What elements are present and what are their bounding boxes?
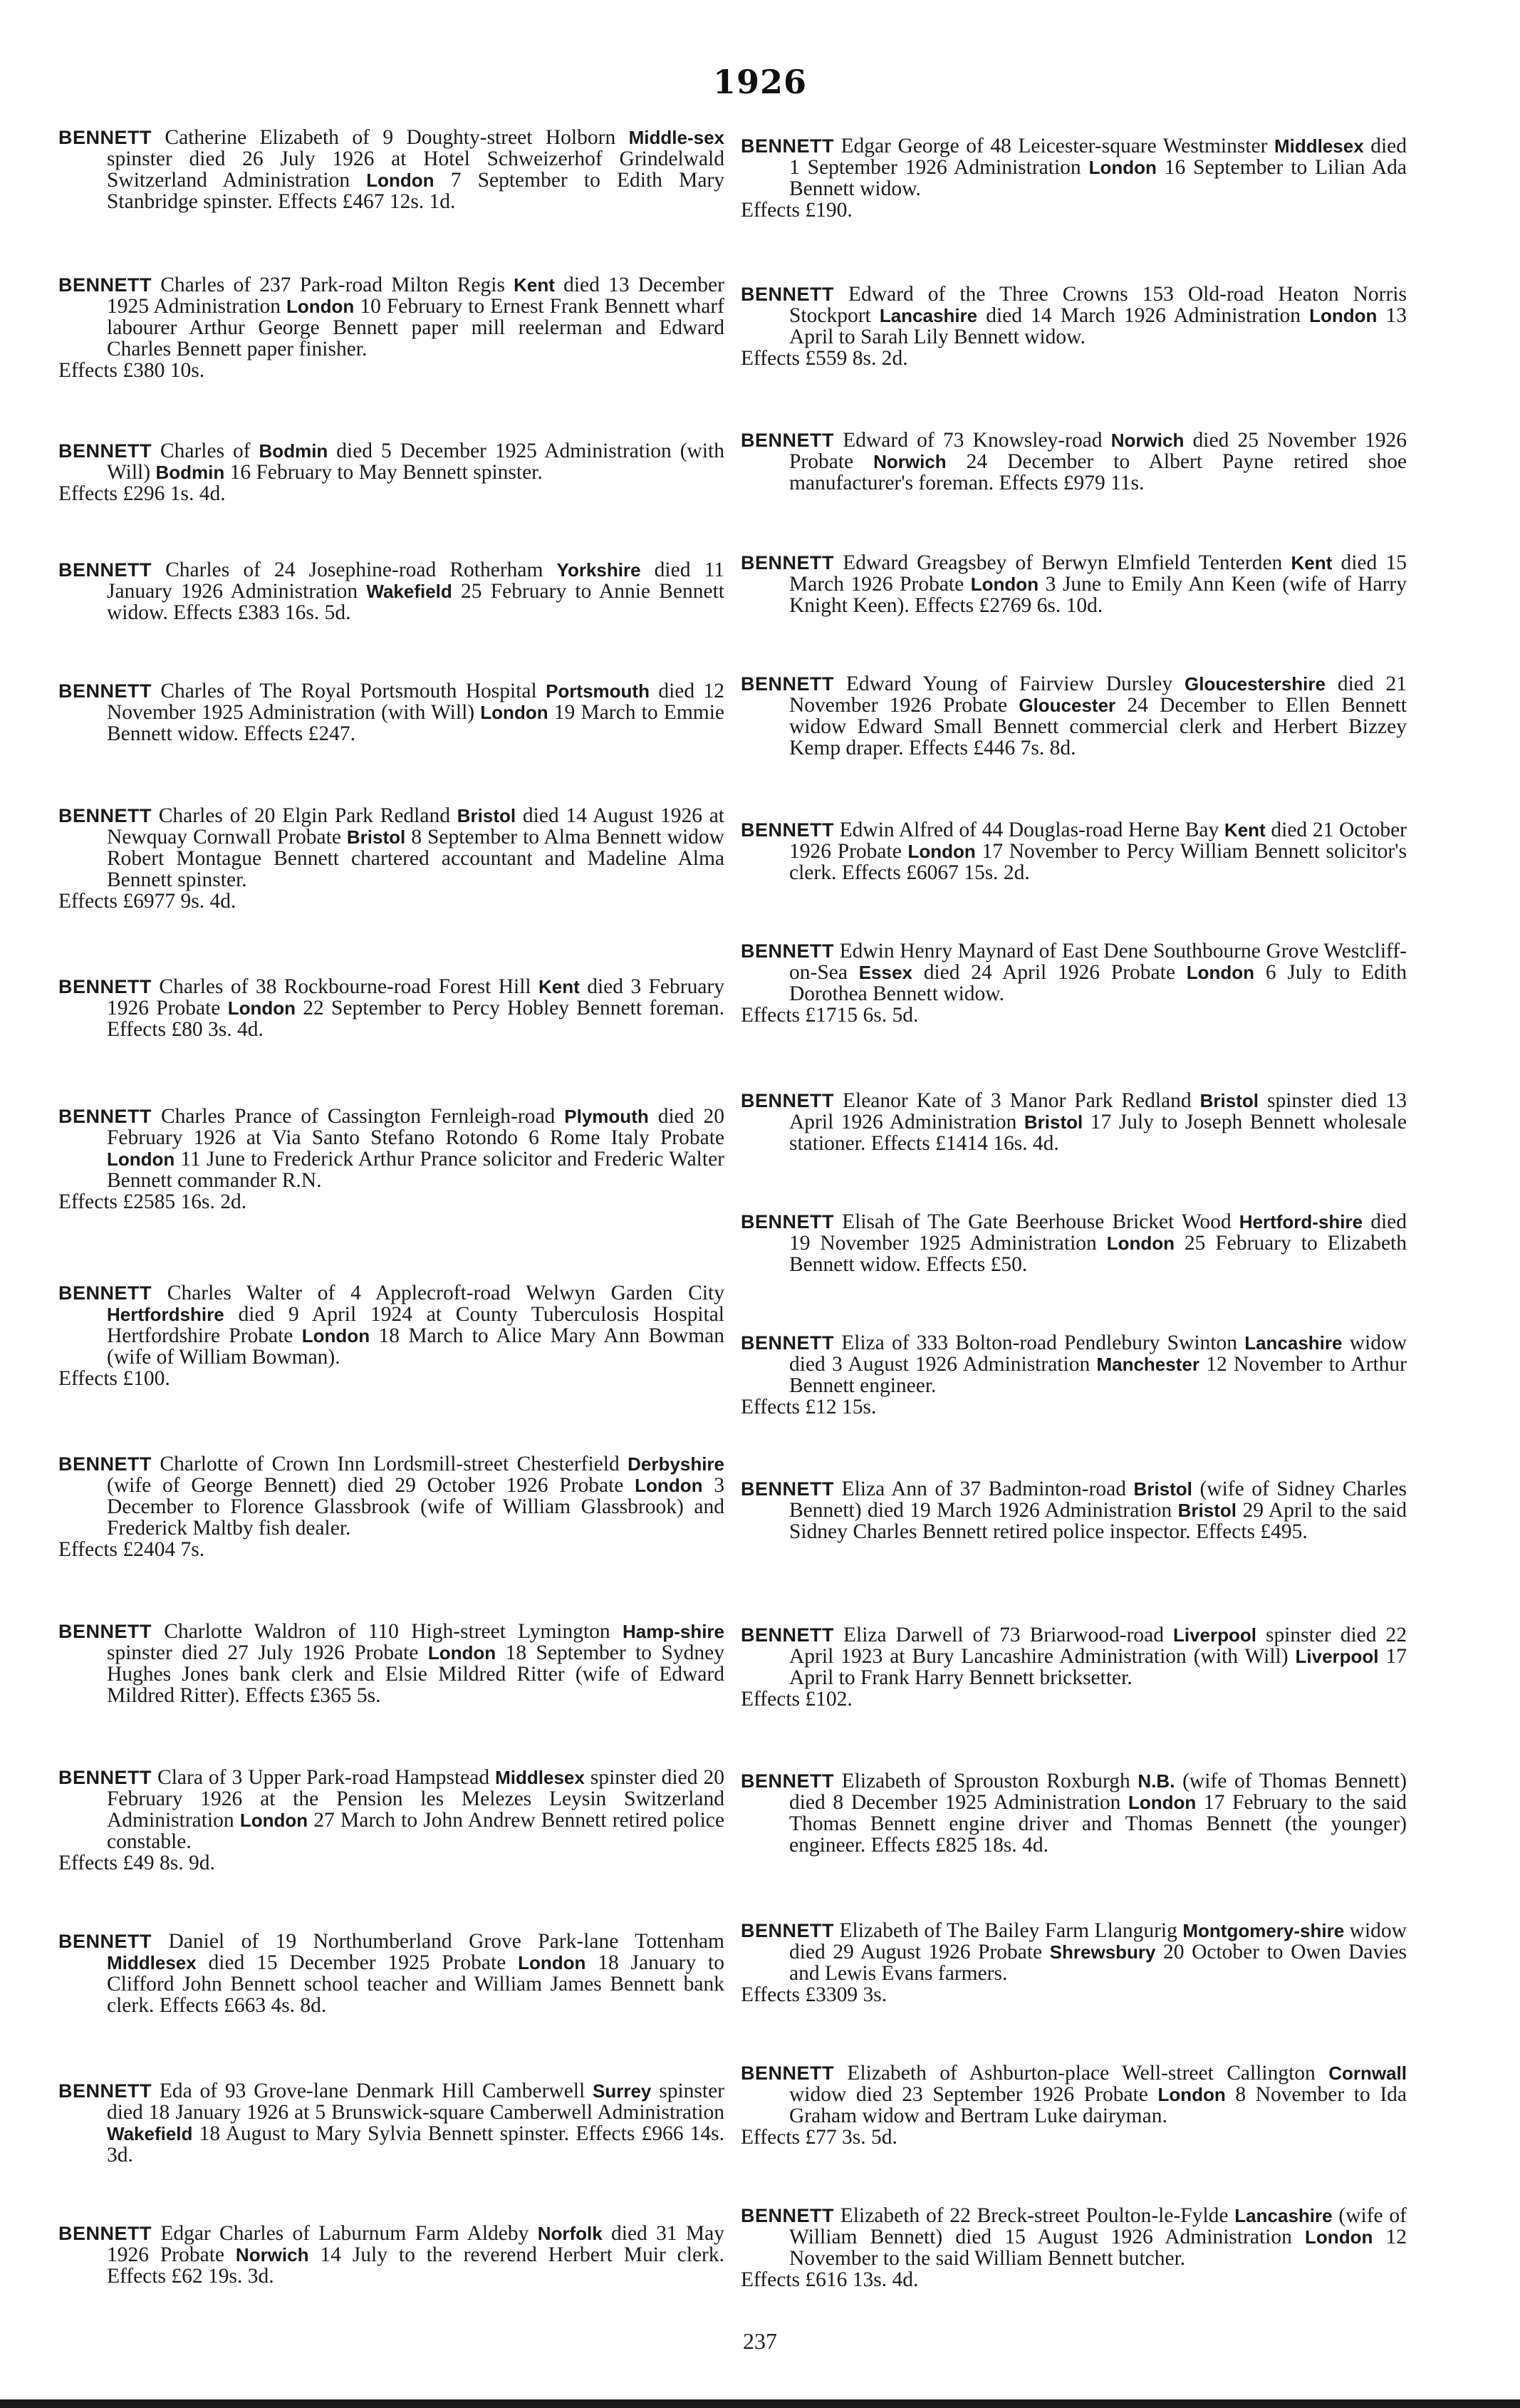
probate-entry [741, 135, 1407, 221]
probate-entry [741, 2205, 1407, 2290]
entry-text: died 13 December 1925 Administration [107, 274, 724, 318]
page-year-heading: 1926 [712, 63, 808, 101]
entry-text: Elizabeth of Sprouston Roxburgh [834, 1770, 1138, 1792]
entry-effects: Effects £12 15s. [741, 1396, 877, 1418]
entry-effects: Effects £296 1s. 4d. [58, 482, 226, 505]
entry-place: London [1128, 1792, 1197, 1813]
entry-text: Edwin Alfred of 44 Douglas-road Herne Bay [834, 819, 1224, 841]
entry-text: Eliza Ann of 37 Badminton-road [834, 1478, 1134, 1500]
entry-text: Daniel of 19 Northumberland Grove Park-lane Tottenham [152, 1930, 724, 1953]
probate-entry [58, 976, 724, 1040]
entry-text: Charles of [152, 440, 259, 462]
entry-text: 8 November to Ida Graham widow and Bertram Luke dairyman. [789, 2083, 1407, 2127]
probate-entry [58, 1767, 724, 1874]
entry-surname: BENNETT [741, 1211, 834, 1232]
entry-place: London [1305, 2226, 1373, 2248]
entry-text: 3 June to Emily Ann Keen (wife of Harry Knight Keen). Effects £2769 6s. 10d. [789, 573, 1407, 617]
entry-place: London [107, 1148, 175, 1170]
entry-place: Middle-sex [628, 127, 724, 148]
probate-entry [741, 552, 1407, 616]
probate-entry [58, 274, 724, 381]
entry-text: Edgar Charles of Laburnum Farm Aldeby [152, 2222, 538, 2245]
entry-effects: Effects £49 8s. 9d. [58, 1852, 215, 1874]
entry-place: Bristol [346, 826, 406, 848]
entry-place: Hertford-shire [1239, 1211, 1363, 1232]
entry-text: (wife of Sidney Charles Bennett) died 19 March 1926 Administration [789, 1478, 1407, 1522]
entry-text: died 19 November 1925 Administration [789, 1210, 1407, 1255]
entry-place: Essex [858, 962, 912, 983]
entry-place: Manchester [1096, 1354, 1199, 1375]
entry-text: Charles Prance of Cassington Fernleigh-road [152, 1105, 565, 1128]
entry-text: Charles of The Royal Portsmouth Hospital [152, 680, 546, 702]
entry-effects: Effects £2404 7s. [58, 1538, 205, 1561]
entry-surname: BENNETT [58, 127, 152, 148]
entry-text: Elizabeth of The Bailey Farm Llangurig [834, 1919, 1183, 1942]
probate-entry [741, 673, 1407, 759]
entry-surname: BENNETT [58, 559, 152, 581]
entry-text: Charles of 24 Josephine-road Rotherham [152, 559, 557, 581]
entry-place: Middlesex [495, 1767, 585, 1788]
entry-text: Eliza of 333 Bolton-road Pendlebury Swinton [834, 1332, 1245, 1354]
entry-text: Eda of 93 Grove-lane Denmark Hill Camberwell [152, 2080, 593, 2102]
entry-surname: BENNETT [741, 673, 834, 695]
entry-text: 20 October to Owen Davies and Lewis Evans farmers. [789, 1941, 1407, 1985]
entry-text: 7 September to Edith Mary Stanbridge spinster. Effects £467 12s. 1d. [107, 169, 724, 213]
entry-place: Lancashire [1234, 2205, 1333, 2226]
entry-surname: BENNETT [741, 2205, 834, 2226]
entry-place: Bristol [1133, 1478, 1192, 1500]
probate-entry [58, 559, 724, 623]
entry-place: London [427, 1642, 496, 1664]
entry-place: London [286, 296, 355, 317]
entry-effects: Effects £77 3s. 5d. [741, 2126, 897, 2149]
entry-place: Kent [538, 976, 580, 997]
entry-surname: BENNETT [741, 1478, 834, 1500]
entry-text: died 11 January 1926 Administration [107, 559, 724, 603]
entry-text: Charles Walter of 4 Applecroft-road Welwyn Garden City [152, 1282, 724, 1304]
entry-text: Charlotte Waldron of 110 High-street Lymington [152, 1620, 623, 1643]
entry-surname: BENNETT [741, 2062, 834, 2084]
entry-text: died 14 August 1926 at Newquay Cornwall Probate [107, 804, 725, 848]
probate-entry [58, 440, 724, 504]
entry-text: 16 February to May Bennett spinster. [224, 461, 543, 484]
entry-surname: BENNETT [58, 440, 152, 462]
entry-text: widow died 3 August 1926 Administration [789, 1332, 1407, 1376]
entry-text: died 21 October 1926 Probate [789, 819, 1407, 863]
entry-place: Middlesex [1274, 135, 1364, 157]
entry-text: 24 December to Ellen Bennett widow Edward Small Bennett commercial clerk and Herbert Bizzey Kemp draper. Effects £446 7s. 8d. [789, 694, 1407, 759]
entry-text: spinster died 22 April 1923 at Bury Lancashire Administration (with Will) [789, 1624, 1407, 1668]
entry-text: died 15 December 1925 Probate [196, 1951, 519, 1974]
entry-text: spinster died 26 July 1926 at Hotel Schweizerhof Grindelwald Switzerland Administration [107, 147, 724, 192]
entry-text: died 12 November 1925 Administration (with Will) [107, 680, 724, 724]
entry-text: Eleanor Kate of 3 Manor Park Redland [834, 1089, 1200, 1112]
entry-text: died 25 November 1926 Probate [789, 429, 1407, 473]
entry-place: London [635, 1475, 703, 1496]
entry-place: London [227, 997, 296, 1019]
entry-place: Kent [514, 274, 555, 296]
entry-text: died 3 February 1926 Probate [107, 975, 725, 1019]
entry-text: spinster died 18 January 1926 at 5 Brunswick-square Camberwell Administration [107, 2080, 724, 2124]
entry-place: London [907, 841, 976, 862]
entry-surname: BENNETT [58, 1767, 152, 1788]
entry-text: (wife of George Bennett) died 29 October 1926 Probate [107, 1474, 635, 1497]
entry-effects: Effects £6977 9s. 4d. [58, 890, 236, 913]
entry-text: died 21 November 1926 Probate [789, 673, 1407, 717]
entry-text: 13 April to Sarah Lily Bennett widow. [789, 304, 1407, 348]
entry-text: widow died 29 August 1926 Probate [789, 1919, 1407, 1963]
entry-text: spinster died 20 February 1926 at the Pension les Melezes Leysin Switzerland Administration [107, 1766, 724, 1832]
entry-text: Edgar George of 48 Leicester-square Westminster [834, 135, 1274, 157]
entry-surname: BENNETT [741, 430, 834, 451]
entry-place: Middlesex [107, 1952, 197, 1973]
entry-place: Kent [1291, 552, 1333, 574]
entry-place: Bodmin [155, 462, 225, 483]
entry-surname: BENNETT [741, 1920, 834, 1941]
entry-text: Charles of 38 Rockbourne-road Forest Hill [152, 975, 539, 998]
entry-text: died 1 September 1926 Administration [789, 135, 1407, 179]
entry-surname: BENNETT [741, 1090, 834, 1111]
entry-text: Edward of 73 Knowsley-road [834, 429, 1111, 452]
entry-text: 16 September to Lilian Ada Bennett widow. [789, 156, 1407, 200]
entry-text: Eliza Darwell of 73 Briarwood-road [834, 1624, 1173, 1646]
entry-text: 18 January to Clifford John Bennett school teacher and William James Bennett bank clerk. Effects £663 4s. 8d. [107, 1951, 725, 2017]
entry-text: 10 February to Ernest Frank Bennett wharf labourer Arthur George Bennett paper mill reelerman and Edward Charles Bennett paper finisher. [107, 295, 724, 360]
entry-surname: BENNETT [58, 1106, 152, 1127]
entry-text: Charles of 237 Park-road Milton Regis [152, 274, 514, 296]
entry-surname: BENNETT [741, 284, 834, 305]
probate-entry [58, 1453, 724, 1560]
entry-place: Kent [1224, 819, 1266, 841]
entry-place: London [1186, 962, 1255, 983]
probate-entry [741, 1332, 1407, 1418]
entry-surname: BENNETT [741, 1770, 834, 1792]
entry-place: N.B. [1138, 1770, 1175, 1792]
entry-place: Lancashire [879, 305, 978, 326]
probate-entry [741, 1770, 1407, 1856]
entry-effects: Effects £2585 16s. 2d. [58, 1190, 247, 1213]
entry-text: Charlotte of Crown Inn Lordsmill-street Chesterfield [152, 1453, 628, 1475]
entry-surname: BENNETT [58, 976, 152, 997]
entry-place: Norfolk [537, 2223, 603, 2244]
entry-text: 24 December to Albert Payne retired shoe manufacturer's foreman. Effects £979 11s. [789, 450, 1407, 494]
probate-entry [741, 1090, 1407, 1154]
entry-place: Liverpool [1295, 1646, 1379, 1667]
entry-text: 8 September to Alma Bennett widow Robert Montague Bennett chartered accountant and Madeline Alma Bennett spinster. [107, 826, 724, 891]
entry-place: Wakefield [107, 2123, 193, 2144]
probate-entry [741, 430, 1407, 494]
probate-entry [58, 2223, 724, 2287]
entry-text: 17 November to Percy William Bennett solicitor's clerk. Effects £6067 15s. 2d. [789, 840, 1407, 884]
probate-entry [741, 2062, 1407, 2148]
entry-text: died 15 March 1926 Probate [789, 551, 1407, 596]
probate-entry [741, 1478, 1407, 1542]
probate-entry [741, 1211, 1407, 1275]
entry-effects: Effects £100. [58, 1367, 170, 1390]
entry-text: 17 April to Frank Harry Bennett bricksetter. [789, 1645, 1407, 1689]
entry-text: spinster died 27 July 1926 Probate [107, 1641, 428, 1664]
entry-surname: BENNETT [741, 1332, 834, 1354]
entry-place: Norwich [235, 2244, 309, 2266]
entry-text: died 24 April 1926 Probate [912, 961, 1187, 984]
entry-place: London [301, 1325, 370, 1346]
entry-place: Norwich [1110, 430, 1185, 451]
entry-text: died 31 May 1926 Probate [107, 2222, 724, 2266]
entry-effects: Effects £380 10s. [58, 359, 205, 382]
entry-text: died 14 March 1926 Administration [977, 304, 1310, 327]
probate-entry [58, 680, 724, 744]
entry-surname: BENNETT [58, 2080, 152, 2102]
entry-place: London [1106, 1232, 1175, 1254]
probate-entry [741, 1624, 1407, 1710]
entry-place: Wakefield [366, 581, 452, 602]
entry-place: Liverpool [1172, 1624, 1256, 1646]
probate-entry [741, 940, 1407, 1026]
entry-place: London [970, 574, 1039, 595]
entry-text: 22 September to Percy Hobley Bennett foreman. Effects £80 3s. 4d. [107, 997, 724, 1041]
entry-surname: BENNETT [58, 1453, 152, 1475]
entry-place: Shrewsbury [1049, 1941, 1156, 1963]
entry-text: 18 March to Alice Mary Ann Bowman (wife of William Bowman). [107, 1324, 724, 1369]
entry-text: 25 February to Annie Bennett widow. Effects £383 16s. 5d. [107, 580, 724, 624]
probate-entry [741, 1920, 1407, 2005]
entry-surname: BENNETT [58, 1621, 152, 1642]
entry-place: Bristol [1024, 1111, 1083, 1133]
entry-text: Edwin Henry Maynard of East Dene Southbourne Grove Westcliff-on-Sea [789, 940, 1407, 984]
entry-text: Elisah of The Gate Beerhouse Bricket Wood [834, 1210, 1239, 1233]
entry-text: Edward of the Three Crowns 153 Old-road Heaton Norris Stockport [789, 283, 1407, 327]
entry-place: London [518, 1952, 586, 1973]
probate-entry [58, 1931, 724, 2016]
entry-surname: BENNETT [741, 552, 834, 574]
entry-place: Bristol [1177, 1500, 1237, 1521]
probate-entry [741, 819, 1407, 883]
entry-text: 17 February to the said Thomas Bennett engine driver and Thomas Bennett (the younger) engineer. Effects £825 18s. 4d. [789, 1791, 1407, 1857]
probate-entry [58, 127, 724, 212]
entry-surname: BENNETT [58, 1931, 152, 1952]
probate-entry [741, 284, 1407, 369]
entry-place: London [1088, 157, 1157, 178]
entry-text: 12 November to the said William Bennett butcher. [789, 2226, 1407, 2270]
entry-place: Portsmouth [546, 680, 650, 702]
entry-place: Bristol [1199, 1090, 1259, 1111]
entry-place: Hamp-shire [622, 1621, 724, 1642]
entry-text: widow died 23 September 1926 Probate [789, 2083, 1158, 2106]
bottom-border [0, 2399, 1520, 2408]
entry-effects: Effects £616 13s. 4d. [741, 2268, 919, 2291]
entry-place: Lancashire [1244, 1332, 1343, 1354]
entry-place: Gloucestershire [1185, 673, 1326, 695]
entry-place: Norwich [873, 451, 947, 472]
entry-text: spinster died 13 April 1926 Administration [789, 1089, 1407, 1133]
entry-effects: Effects £559 8s. 2d. [741, 347, 908, 370]
entry-surname: BENNETT [58, 805, 152, 826]
entry-text: Edward Young of Fairview Dursley [834, 673, 1185, 695]
entry-text: (wife of William Bennett) died 15 August 1926 Administration [789, 2204, 1407, 2248]
entry-surname: BENNETT [741, 940, 834, 962]
entry-surname: BENNETT [741, 819, 834, 841]
entry-surname: BENNETT [741, 135, 834, 157]
entry-place: Cornwall [1328, 2062, 1407, 2084]
entry-text: 19 March to Emmie Bennett widow. Effects £247. [107, 701, 725, 745]
probate-entry [58, 2080, 724, 2166]
entry-text: 27 March to John Andrew Bennett retired police constable. [107, 1809, 724, 1853]
entry-text: Charles of 20 Elgin Park Redland [152, 804, 457, 827]
entry-place: Yorkshire [556, 559, 641, 581]
entry-text: (wife of Thomas Bennett) died 8 December 1925 Administration [789, 1770, 1407, 1814]
entry-place: Bodmin [259, 440, 328, 462]
probate-entry [58, 1106, 724, 1213]
entry-text: died 5 December 1925 Administration (with Will) [107, 440, 724, 484]
entry-text: 25 February to Elizabeth Bennett widow. Effects £50. [789, 1232, 1407, 1276]
entry-effects: Effects £102. [741, 1688, 853, 1711]
entry-effects: Effects £3309 3s. [741, 1983, 887, 2006]
entry-text: died 9 April 1924 at County Tuberculosis Hospital Hertfordshire Probate [107, 1303, 724, 1347]
probate-entry [58, 1621, 724, 1706]
entry-text: Edward Greagsbey of Berwyn Elmfield Tenterden [834, 551, 1291, 574]
entry-text: Catherine Elizabeth of 9 Doughty-street Holborn [152, 126, 629, 149]
entry-place: London [239, 1810, 308, 1831]
entry-surname: BENNETT [58, 680, 152, 702]
entry-text: 14 July to the reverend Herbert Muir clerk. Effects £62 19s. 3d. [107, 2243, 724, 2288]
entry-text: Elizabeth of 22 Breck-street Poulton-le-Fylde [834, 2204, 1235, 2227]
entry-place: Plymouth [564, 1106, 649, 1127]
entry-surname: BENNETT [58, 2223, 152, 2244]
entry-text: 3 December to Florence Glassbrook (wife of William Glassbrook) and Frederick Maltby fish dealer. [107, 1474, 725, 1540]
entry-text: 18 August to Mary Sylvia Bennett spinster. Effects £966 14s. 3d. [107, 2122, 724, 2166]
entry-effects: Effects £190. [741, 199, 853, 222]
entry-place: London [1157, 2084, 1226, 2105]
entry-place: London [1309, 305, 1378, 326]
entry-text: 12 November to Arthur Bennett engineer. [789, 1353, 1407, 1397]
entry-surname: BENNETT [741, 1624, 834, 1646]
entry-text: 6 July to Edith Dorothea Bennett widow. [789, 961, 1407, 1005]
entry-text: died 20 February 1926 at Via Santo Stefano Rotondo 6 Rome Italy Probate [107, 1105, 724, 1149]
entry-place: Montgomery-shire [1182, 1920, 1345, 1941]
page-number: 237 [743, 2328, 777, 2354]
probate-entry [58, 805, 724, 912]
entry-effects: Effects £1715 6s. 5d. [741, 1004, 919, 1027]
entry-text: 17 July to Joseph Bennett wholesale stationer. Effects £1414 16s. 4d. [789, 1111, 1407, 1155]
entry-place: Bristol [457, 805, 516, 826]
entry-surname: BENNETT [58, 274, 152, 296]
entry-text: Elizabeth of Ashburton-place Well-street Callington [834, 2062, 1329, 2085]
entry-surname: BENNETT [58, 1282, 152, 1304]
entry-text: 18 September to Sydney Hughes Jones bank clerk and Elsie Mildred Ritter (wife of Edward Mildred Ritter). Effects £365 5s. [107, 1641, 724, 1707]
probate-entry [58, 1282, 724, 1389]
entry-text: Clara of 3 Upper Park-road Hampstead [152, 1766, 496, 1789]
entry-place: London [366, 170, 434, 191]
entry-place: Derbyshire [628, 1453, 724, 1475]
entry-text: 11 June to Frederick Arthur Prance solicitor and Frederic Walter Bennett commander R.N. [107, 1148, 724, 1192]
entry-place: Gloucester [1019, 695, 1116, 716]
entry-place: Hertfordshire [107, 1304, 224, 1325]
entry-text: 29 April to the said Sidney Charles Bennett retired police inspector. Effects £495. [789, 1499, 1407, 1543]
entry-place: London [480, 702, 548, 723]
entry-place: Surrey [593, 2080, 652, 2102]
